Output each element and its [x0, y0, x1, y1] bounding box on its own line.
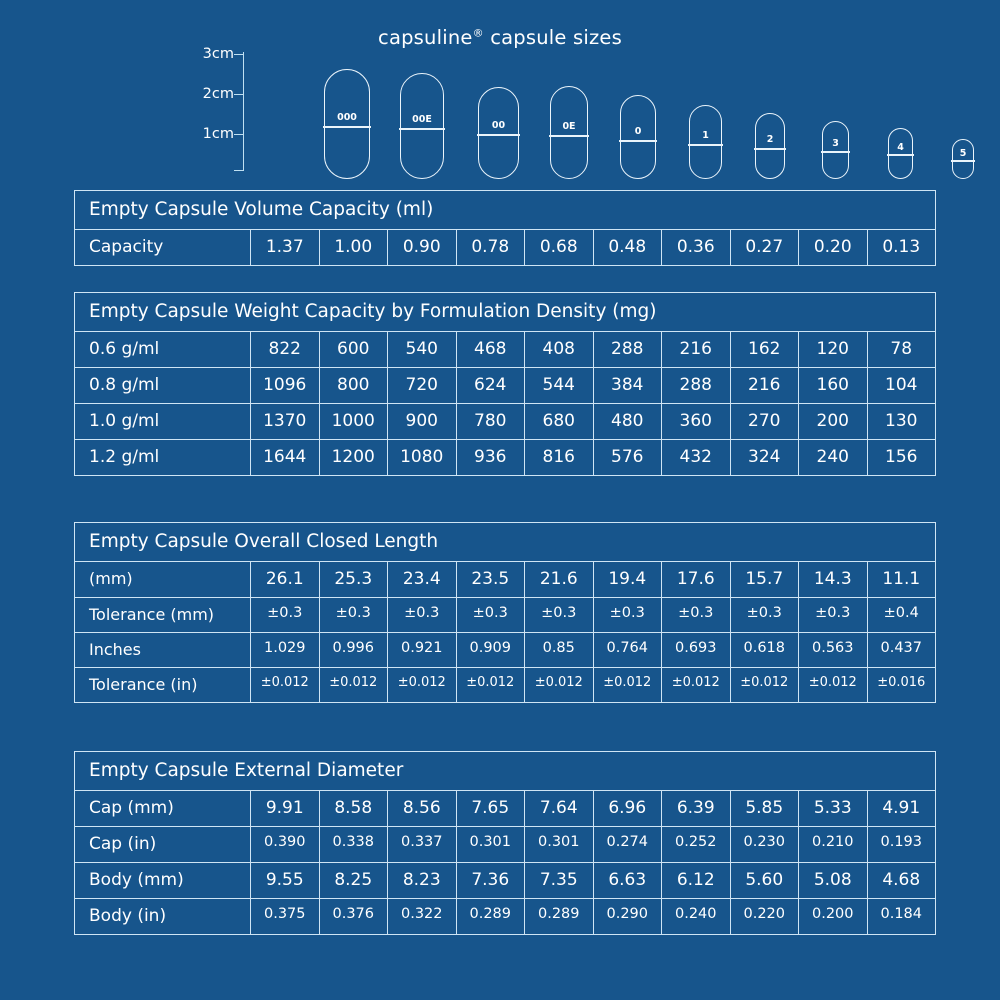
table-row: [75, 899, 935, 934]
cell-00: 23.4: [388, 562, 457, 597]
cell-2: 288: [662, 368, 731, 403]
cell-0E: 0.909: [457, 633, 526, 667]
cell-2: 432: [662, 440, 731, 475]
cell-2: 0.252: [662, 827, 731, 862]
cell-000: 0.375: [251, 899, 320, 934]
table-row: [75, 230, 935, 265]
cell-0E: 23.5: [457, 562, 526, 597]
cell-000: 9.55: [251, 863, 320, 898]
cell-3: 0.230: [731, 827, 800, 862]
cell-3: 15.7: [731, 562, 800, 597]
cell-3: 5.60: [731, 863, 800, 898]
cell-0: 21.6: [525, 562, 594, 597]
cell-000: ±0.3: [251, 598, 320, 632]
cell-00: 0.322: [388, 899, 457, 934]
row-label: Cap (in): [75, 827, 251, 862]
cell-00: ±0.3: [388, 598, 457, 632]
table-volume-capacity-title: Empty Capsule Volume Capacity (ml): [75, 191, 935, 230]
capsule-0E-label: 0E: [562, 121, 576, 132]
capsule-2: [755, 113, 785, 179]
cell-00E: 0.338: [320, 827, 389, 862]
cell-5: ±0.4: [883, 605, 919, 621]
row-label: 1.2 g/ml: [75, 440, 251, 475]
cell-0: 7.64: [525, 791, 594, 826]
cell-4: 0.20: [799, 230, 868, 265]
capsule-00-seam: [477, 134, 519, 136]
ruler-baseline-tick: [234, 170, 244, 171]
ruler-tick-3cm: [234, 54, 244, 55]
table-closed-length-title: Empty Capsule Overall Closed Length: [75, 523, 935, 562]
cell-000: 26.1: [251, 562, 320, 597]
cell-4: 14.3: [799, 562, 868, 597]
capsule-0E-seam: [549, 135, 588, 137]
cell-4: 200: [799, 404, 868, 439]
cell-3: 270: [731, 404, 800, 439]
cell-4: 5.33: [799, 791, 868, 826]
cell-3: 5.85: [731, 791, 800, 826]
cell-00: 0.90: [388, 230, 457, 265]
cell-0: 0.68: [525, 230, 594, 265]
title-suffix: capsule sizes: [483, 26, 622, 49]
cell-1: 0.764: [594, 633, 663, 667]
table-weight-capacity-title: Empty Capsule Weight Capacity by Formulation Density (mg): [75, 293, 935, 332]
cell-5: ±0.016: [877, 675, 926, 690]
cell-0E: 936: [457, 440, 526, 475]
capsule-0-label: 0: [634, 126, 642, 137]
cell-00E: 1200: [320, 440, 389, 475]
cell-0E: ±0.3: [457, 598, 526, 632]
cell-5: 78: [890, 339, 913, 359]
table-row: [75, 668, 935, 702]
cell-00E: 1.00: [320, 230, 389, 265]
registered-mark: ®: [472, 26, 484, 40]
capsule-0E: [550, 86, 588, 179]
table-closed-length: [74, 522, 936, 703]
table-row: [75, 863, 935, 899]
cell-0: ±0.012: [525, 668, 594, 702]
cell-2: 216: [662, 332, 731, 367]
cell-4: 0.200: [799, 899, 868, 934]
table-volume-capacity: [74, 190, 936, 266]
cell-1: 288: [594, 332, 663, 367]
cell-0: 0.85: [525, 633, 594, 667]
capsule-5: [952, 139, 974, 179]
row-label: Tolerance (mm): [75, 598, 251, 632]
cell-4: 240: [799, 440, 868, 475]
cell-000: 1.029: [251, 633, 320, 667]
cell-000: 9.91: [251, 791, 320, 826]
cell-00: ±0.012: [388, 668, 457, 702]
capsule-00E: [400, 73, 444, 179]
cell-0E: ±0.012: [457, 668, 526, 702]
cell-00: 720: [388, 368, 457, 403]
cell-000: 1644: [251, 440, 320, 475]
capsule-000-seam: [323, 126, 370, 128]
table-row: [75, 827, 935, 863]
cell-5: 4.91: [882, 798, 921, 818]
cell-1: 0.274: [594, 827, 663, 862]
capsule-00E-label: 00E: [412, 114, 432, 125]
capsule-00-label: 00: [491, 120, 506, 131]
cell-0: 0.289: [525, 899, 594, 934]
cell-000: 1096: [251, 368, 320, 403]
cell-0: 680: [525, 404, 594, 439]
cell-2: ±0.3: [662, 598, 731, 632]
cell-00: 1080: [388, 440, 457, 475]
table-weight-capacity: [74, 292, 936, 476]
cell-00: 540: [388, 332, 457, 367]
cell-000: 822: [251, 332, 320, 367]
cell-0E: 0.301: [457, 827, 526, 862]
cell-4: 0.210: [799, 827, 868, 862]
cell-1: 576: [594, 440, 663, 475]
cell-3: 162: [731, 332, 800, 367]
cell-3: ±0.3: [731, 598, 800, 632]
ruler-axis-line: [243, 52, 244, 170]
cell-1: 6.63: [594, 863, 663, 898]
capsule-5-seam: [951, 160, 974, 162]
table-external-diameter: [74, 751, 936, 935]
cell-5: 130: [885, 411, 918, 431]
capsule-0-seam: [619, 140, 656, 142]
cell-00: 8.23: [388, 863, 457, 898]
capsule-3-label: 3: [832, 138, 839, 149]
cell-00: 0.921: [388, 633, 457, 667]
capsule-3-seam: [821, 151, 849, 153]
cell-000: 1370: [251, 404, 320, 439]
cell-0: 544: [525, 368, 594, 403]
cell-3: 216: [731, 368, 800, 403]
cell-3: ±0.012: [731, 668, 800, 702]
cell-4: 120: [799, 332, 868, 367]
cell-4: 160: [799, 368, 868, 403]
ruler-tick-1cm: [234, 134, 244, 135]
cell-00E: 600: [320, 332, 389, 367]
capsule-1: [689, 105, 722, 179]
capsule-4-label: 4: [897, 142, 904, 153]
cell-0E: 624: [457, 368, 526, 403]
capsule-5-label: 5: [959, 148, 967, 159]
cell-00: 0.337: [388, 827, 457, 862]
cell-3: 0.27: [731, 230, 800, 265]
cell-0: 408: [525, 332, 594, 367]
cell-00E: 8.58: [320, 791, 389, 826]
cell-0: 0.301: [525, 827, 594, 862]
capsule-000: [324, 69, 370, 179]
cell-3: 324: [731, 440, 800, 475]
ruler-scale: [190, 44, 248, 179]
capsule-3: [822, 121, 849, 179]
cell-5: 156: [885, 447, 918, 467]
cell-2: 0.693: [662, 633, 731, 667]
cell-00E: 0.996: [320, 633, 389, 667]
capsule-2-seam: [754, 148, 785, 150]
cell-0: 816: [525, 440, 594, 475]
cell-1: 0.290: [594, 899, 663, 934]
table-row: [75, 332, 935, 368]
row-label: Body (mm): [75, 863, 251, 898]
row-label: Capacity: [75, 230, 251, 265]
table-external-diameter-title: Empty Capsule External Diameter: [75, 752, 935, 791]
cell-1: ±0.3: [594, 598, 663, 632]
cell-4: 0.563: [799, 633, 868, 667]
table-row: [75, 368, 935, 404]
cell-00E: 0.376: [320, 899, 389, 934]
row-label: Tolerance (in): [75, 668, 251, 702]
cell-2: 360: [662, 404, 731, 439]
cell-2: 6.12: [662, 863, 731, 898]
cell-0: 7.35: [525, 863, 594, 898]
row-label: Inches: [75, 633, 251, 667]
cell-000: 0.390: [251, 827, 320, 862]
cell-000: ±0.012: [251, 668, 320, 702]
cell-5: 0.184: [880, 906, 922, 922]
ruler-label-1cm: 1cm: [202, 126, 234, 142]
cell-0: ±0.3: [525, 598, 594, 632]
cell-0E: 7.65: [457, 791, 526, 826]
table-row: [75, 598, 935, 633]
cell-2: 6.39: [662, 791, 731, 826]
cell-2: 0.240: [662, 899, 731, 934]
ruler-label-2cm: 2cm: [202, 86, 234, 102]
cell-3: 0.220: [731, 899, 800, 934]
cell-2: ±0.012: [662, 668, 731, 702]
cell-5: 0.193: [880, 834, 922, 850]
capsule-1-seam: [688, 144, 722, 146]
table-row: [75, 633, 935, 668]
cell-5: 11.1: [882, 569, 921, 589]
capsule-000-label: 000: [337, 112, 357, 123]
table-row: [75, 562, 935, 598]
cell-00: 8.56: [388, 791, 457, 826]
capsule-00E-seam: [399, 128, 444, 130]
cell-2: 0.36: [662, 230, 731, 265]
row-label: 1.0 g/ml: [75, 404, 251, 439]
cell-1: 480: [594, 404, 663, 439]
cell-00E: 1000: [320, 404, 389, 439]
capsule-4-seam: [887, 154, 913, 156]
cell-3: 0.618: [731, 633, 800, 667]
cell-4: 5.08: [799, 863, 868, 898]
table-row: [75, 404, 935, 440]
cell-0E: 7.36: [457, 863, 526, 898]
cell-0E: 780: [457, 404, 526, 439]
cell-4: ±0.3: [799, 598, 868, 632]
cell-1: ±0.012: [594, 668, 663, 702]
capsule-diagram: [190, 44, 967, 179]
cell-1: 0.48: [594, 230, 663, 265]
cell-5: 4.68: [882, 870, 921, 890]
cell-1: 384: [594, 368, 663, 403]
ruler-tick-2cm: [234, 94, 244, 95]
cell-0E: 0.289: [457, 899, 526, 934]
capsule-4: [888, 128, 913, 179]
row-label: Body (in): [75, 899, 251, 934]
ruler-label-3cm: 3cm: [202, 46, 234, 62]
cell-5: 104: [885, 375, 918, 395]
cell-00E: ±0.012: [320, 668, 389, 702]
capsule-illustrations: [252, 44, 967, 179]
table-row: [75, 791, 935, 827]
row-label: Cap (mm): [75, 791, 251, 826]
cell-0E: 468: [457, 332, 526, 367]
brand-name: capsuline: [378, 26, 473, 49]
capsule-0: [620, 95, 656, 179]
table-row: [75, 440, 935, 475]
capsule-2-label: 2: [766, 134, 774, 145]
cell-00E: 8.25: [320, 863, 389, 898]
cell-5: 0.437: [880, 640, 922, 656]
row-label: (mm): [75, 562, 251, 597]
cell-00E: 25.3: [320, 562, 389, 597]
row-label: 0.8 g/ml: [75, 368, 251, 403]
capsule-00: [478, 87, 519, 179]
cell-00E: ±0.3: [320, 598, 389, 632]
cell-2: 17.6: [662, 562, 731, 597]
cell-1: 6.96: [594, 791, 663, 826]
cell-00: 900: [388, 404, 457, 439]
cell-0E: 0.78: [457, 230, 526, 265]
row-label: 0.6 g/ml: [75, 332, 251, 367]
cell-5: 0.13: [882, 237, 921, 257]
cell-000: 1.37: [251, 230, 320, 265]
cell-4: ±0.012: [799, 668, 868, 702]
cell-00E: 800: [320, 368, 389, 403]
cell-1: 19.4: [594, 562, 663, 597]
capsule-1-label: 1: [702, 130, 709, 141]
